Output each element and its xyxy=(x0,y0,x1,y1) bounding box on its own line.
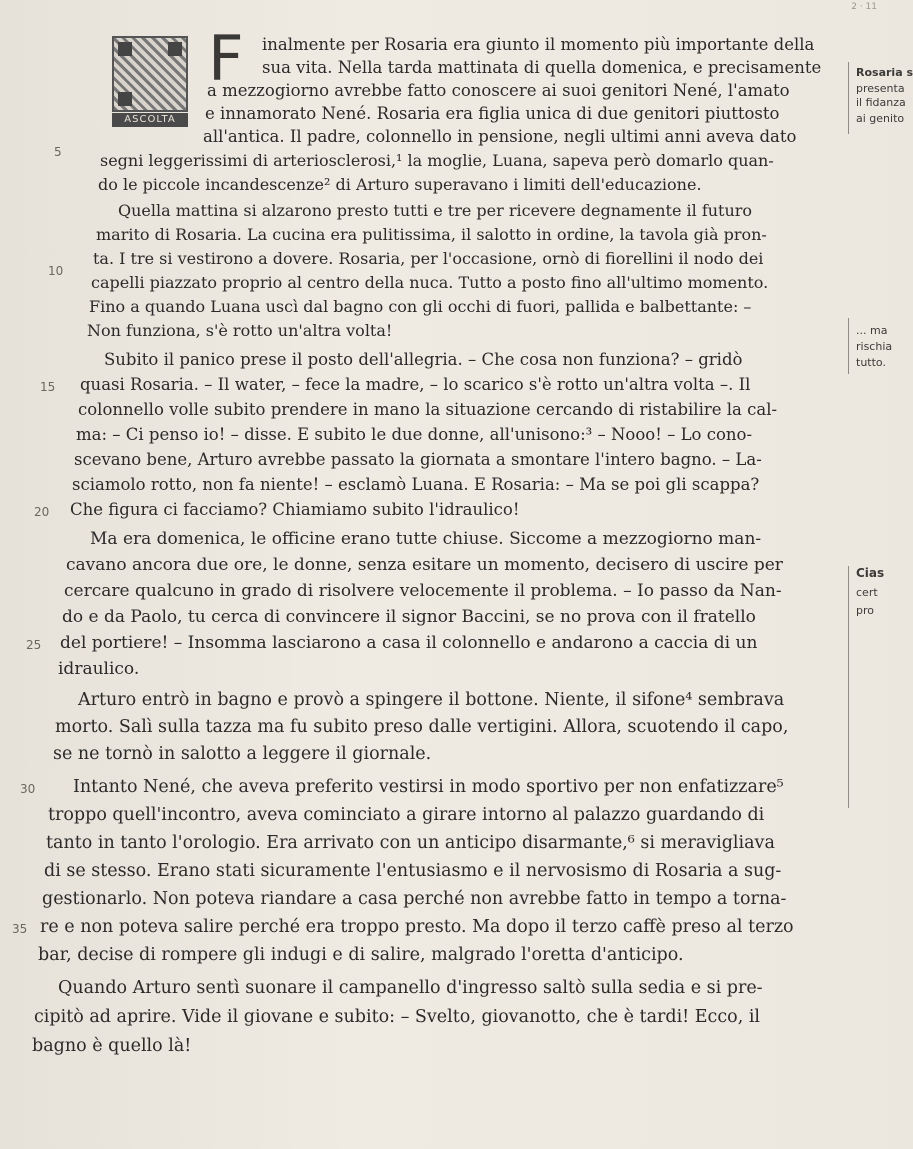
margin-note: presenta xyxy=(856,82,905,95)
text-line: se ne tornò in salotto a leggere il giornale. xyxy=(53,744,432,764)
margin-note: Cias xyxy=(856,566,885,580)
text-line: Fino a quando Luana uscì dal bagno con gli occhi di fuori, pallida e balbettante: – xyxy=(89,297,752,316)
text-line: e innamorato Nené. Rosaria era figlia unica di due genitori piuttosto xyxy=(205,104,780,123)
text-line: del portiere! – Insomma lasciarono a casa il colonnello e andarono a caccia di un xyxy=(60,633,758,653)
text-line: tanto in tanto l'orologio. Era arrivato con un anticipo disarmante,⁶ si meravigliava xyxy=(46,833,775,853)
margin-note: ai genito xyxy=(856,112,905,125)
margin-rule xyxy=(848,566,849,808)
margin-note: cert xyxy=(856,586,878,599)
text-line: do e da Paolo, tu cerca di convincere il signor Baccini, se no prova con il fratello xyxy=(62,607,756,627)
line-number: 35 xyxy=(12,922,28,936)
text-line: cavano ancora due ore, le donne, senza esitare un momento, decisero di uscire per xyxy=(66,555,783,575)
text-line: gestionarlo. Non poteva riandare a casa perché non avrebbe fatto in tempo a torna- xyxy=(42,889,787,909)
page-corner-number: 2 · 11 xyxy=(851,2,877,12)
text-line: Che figura ci facciamo? Chiamiamo subito l'idraulico! xyxy=(70,500,520,519)
text-line: idraulico. xyxy=(58,659,140,679)
qr-code-icon[interactable] xyxy=(112,36,188,112)
line-number: 30 xyxy=(20,782,36,796)
text-line: colonnello volle subito prendere in mano la situazione cercando di ristabilire la cal- xyxy=(78,400,778,419)
text-line: segni leggerissimi di arteriosclerosi,¹ la moglie, Luana, sapeva però domarlo quan- xyxy=(100,151,774,170)
text-line: Quella mattina si alzarono presto tutti e tre per ricevere degnamente il futuro xyxy=(118,201,753,220)
text-line: capelli piazzato proprio al centro della nuca. Tutto a posto fino all'ultimo momento. xyxy=(91,273,769,292)
text-line: bagno è quello là! xyxy=(32,1036,192,1056)
margin-note: ... ma xyxy=(856,324,888,337)
text-line: inalmente per Rosaria era giunto il momento più importante della xyxy=(262,35,815,54)
drop-cap: F xyxy=(208,22,244,95)
text-line: bar, decise di rompere gli indugi e di salire, malgrado l'oretta d'anticipo. xyxy=(38,945,684,965)
margin-rule xyxy=(848,318,849,374)
text-line: cercare qualcuno in grado di risolvere velocemente il problema. – Io passo da Nan- xyxy=(64,581,782,601)
margin-note: il fidanza xyxy=(856,96,906,109)
text-line: Non funziona, s'è rotto un'altra volta! xyxy=(87,321,393,340)
text-line: Intanto Nené, che aveva preferito vestirsi in modo sportivo per non enfatizzare⁵ xyxy=(73,777,784,797)
margin-note: Rosaria s xyxy=(856,66,913,79)
text-line: troppo quell'incontro, aveva cominciato a girare intorno al palazzo guardando di xyxy=(48,805,765,825)
line-number: 25 xyxy=(26,638,42,652)
margin-note: tutto. xyxy=(856,356,886,369)
text-line: ta. I tre si vestirono a dovere. Rosaria, per l'occasione, ornò di fiorellini il nodo dei xyxy=(93,249,764,268)
listen-audio-button[interactable]: ASCOLTA xyxy=(112,113,188,127)
text-line: di se stesso. Erano stati sicuramente l'entusiasmo e il nervosismo di Rosaria a sug- xyxy=(44,861,782,881)
text-line: do le piccole incandescenze² di Arturo superavano i limiti dell'educazione. xyxy=(98,175,702,194)
text-line: ma: – Ci penso io! – disse. E subito le due donne, all'unisono:³ – Nooo! – Lo cono- xyxy=(76,425,753,444)
text-line: re e non poteva salire perché era troppo presto. Ma dopo il terzo caffè preso al terzo xyxy=(40,917,794,937)
line-number: 10 xyxy=(48,264,64,278)
text-line: marito di Rosaria. La cucina era pulitissima, il salotto in ordine, la tavola già pron- xyxy=(96,225,767,244)
line-number: 15 xyxy=(40,380,56,394)
line-number: 5 xyxy=(54,145,62,159)
margin-note: pro xyxy=(856,604,874,617)
margin-rule xyxy=(848,62,849,134)
text-line: Ma era domenica, le officine erano tutte chiuse. Siccome a mezzogiorno man- xyxy=(90,529,762,549)
text-line: sua vita. Nella tarda mattinata di quella domenica, e precisamente xyxy=(262,58,822,77)
text-line: quasi Rosaria. – Il water, – fece la madre, – lo scarico s'è rotto un'altra volta –. Il xyxy=(80,375,751,394)
margin-note: rischia xyxy=(856,340,893,353)
line-number: 20 xyxy=(34,505,50,519)
text-line: Subito il panico prese il posto dell'allegria. – Che cosa non funziona? – gridò xyxy=(104,350,743,369)
text-line: morto. Salì sulla tazza ma fu subito preso dalle vertigini. Allora, scuotendo il capo, xyxy=(55,717,789,737)
text-line: cipitò ad aprire. Vide il giovane e subito: – Svelto, giovanotto, che è tardi! Ecco, il xyxy=(34,1007,761,1027)
text-line: a mezzogiorno avrebbe fatto conoscere ai suoi genitori Nené, l'amato xyxy=(207,81,790,100)
text-line: scevano bene, Arturo avrebbe passato la giornata a smontare l'intero bagno. – La- xyxy=(74,450,762,469)
text-line: all'antica. Il padre, colonnello in pensione, negli ultimi anni aveva dato xyxy=(203,127,797,146)
text-line: Arturo entrò in bagno e provò a spingere il bottone. Niente, il sifone⁴ sembrava xyxy=(78,690,785,710)
text-line: Quando Arturo sentì suonare il campanello d'ingresso saltò sulla sedia e si pre- xyxy=(58,978,763,998)
text-line: sciamolo rotto, non fa niente! – esclamò Luana. E Rosaria: – Ma se poi gli scappa? xyxy=(72,475,760,494)
